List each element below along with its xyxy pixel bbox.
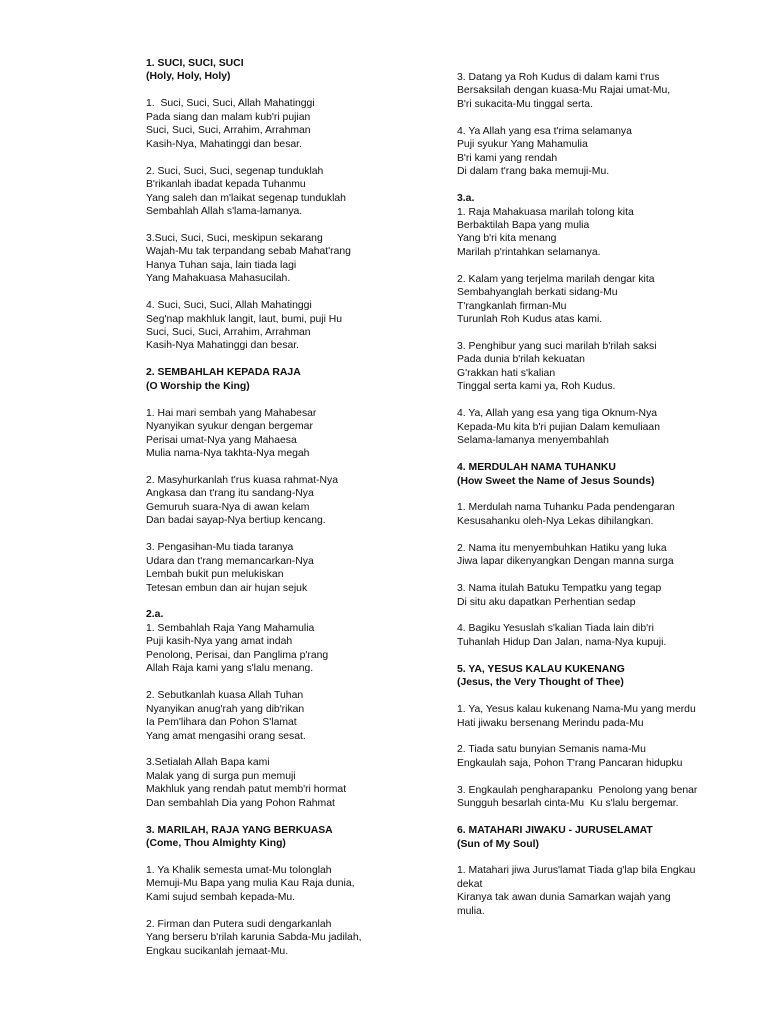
section-heading: (Jesus, the Very Thought of Thee) <box>457 677 624 689</box>
lyric-line: Jiwa lapar dikenyangkan Dengan manna surga <box>457 556 674 568</box>
lyric-line: Yang amat mengasihi orang sesat. <box>146 730 306 742</box>
lyric-line: 1. Ya Khalik semesta umat-Mu tolonglah <box>146 864 332 876</box>
stanza-gap <box>457 394 727 407</box>
lyric-line: Hati jiwaku bersenang Merindu pada-Mu <box>457 717 644 729</box>
lyric-line: Dan sembahlah Dia yang Pohon Rahmat <box>146 797 335 809</box>
stanza-gap <box>146 353 436 366</box>
lyric-line: mulia. <box>457 905 485 917</box>
section-heading: 5. YA, YESUS KALAU KUKENANG <box>457 663 625 675</box>
lyric-line: 3. Datang ya Roh Kudus di dalam kami t'rus <box>457 72 660 83</box>
lyric-line: T'rangkanlah firman-Mu <box>457 300 567 312</box>
stanza-gap <box>457 770 727 783</box>
section-heading: 1. SUCI, SUCI, SUCI <box>146 58 244 69</box>
stanza-gap <box>457 569 727 582</box>
lyric-line: 1. Raja Mahakuasa marilah tolong kita <box>457 206 634 218</box>
right-column <box>457 71 727 918</box>
stanza-gap <box>457 690 727 703</box>
stanza-gap <box>457 811 727 824</box>
lyric-line: Wajah-Mu tak terpandang sebab Mahat'rang <box>146 246 351 258</box>
lyric-line: Perisai umat-Nya yang Mahaesa <box>146 434 297 446</box>
stanza-gap <box>146 851 436 864</box>
stanza-gap <box>146 904 436 917</box>
lyric-line: Kepada-Mu kita b'ri pujian Dalam kemuliaan <box>457 421 660 433</box>
lyric-line: 4. Bagiku Yesuslah s'kalian Tiada lain dib'ri <box>457 623 654 635</box>
lyric-line: Nyanyikan anug'rah yang dib'rikan <box>146 703 305 715</box>
stanza-gap <box>457 488 727 501</box>
lyric-line: Kasih-Nya, Mahatinggi dan besar. <box>146 138 302 150</box>
lyric-line: 3. Pengasihan-Mu tiada taranya <box>146 542 294 554</box>
lyric-line: Bersaksilah dengan kuasa-Mu Rajai umat-Mu, <box>457 85 671 97</box>
lyric-line: Tetesan embun dan air hujan sejuk <box>146 582 308 594</box>
lyric-line: Yang saleh dan m'laikat segenap tunduklah <box>146 192 346 204</box>
lyric-line: B'ri sukacita-Mu tinggal serta. <box>457 98 593 110</box>
lyric-line: Engkaulah saja, Pohon T'rang Pancaran hidupku <box>457 757 683 769</box>
stanza-gap <box>146 286 436 299</box>
lyric-line: B'ri kami yang rendah <box>457 152 558 164</box>
lyric-line: Memuji-Mu Bapa yang mulia Kau Raja dunia, <box>146 878 355 890</box>
stanza-gap <box>146 151 436 164</box>
lyric-line: 1. Suci, Suci, Suci, Allah Mahatinggi <box>146 98 315 110</box>
lyric-line: Yang berseru b'rilah karunia Sabda-Mu jadilah, <box>146 932 362 944</box>
section-heading: 4. MERDULAH NAMA TUHANKU <box>457 462 616 474</box>
lyric-line: Suci, Suci, Suci, Arrahim, Arrahman <box>146 327 311 338</box>
lyric-line: Penolong, Perisai, dan Panglima p'rang <box>146 649 329 661</box>
lyric-line: Selama-lamanya menyembahlah <box>457 435 609 447</box>
stanza-gap <box>146 743 436 756</box>
lyric-line: Engkau sucikanlah jemaat-Mu. <box>146 945 289 957</box>
lyric-line: Pada siang dan malam kub'ri pujian <box>146 111 311 123</box>
stanza-gap <box>146 528 436 541</box>
stanza-gap <box>146 218 436 231</box>
lyric-line: Ia Pem'lihara dan Pohon S'lamat <box>146 717 297 729</box>
lyric-line: Marilah p'rintahkan selamanya. <box>457 246 601 258</box>
stanza-gap <box>146 84 436 97</box>
lyric-line: Dan badai sayap-Nya bertiup kencang. <box>146 515 326 527</box>
stanza-gap <box>146 595 436 608</box>
lyric-line: 1. Hai mari sembah yang Mahabesar <box>146 407 317 419</box>
lyric-line: Seg'nap makhluk langit, laut, bumi, puji Hu <box>146 313 343 325</box>
left-column <box>146 57 436 958</box>
stanza-gap <box>457 609 727 622</box>
lyric-line: G'rakkan hati s'kalian <box>457 367 556 379</box>
section-heading: (Come, Thou Almighty King) <box>146 838 286 850</box>
stanza-gap <box>457 730 727 743</box>
section-heading: (Sun of My Soul) <box>457 838 539 850</box>
lyric-line: dekat <box>457 878 483 890</box>
lyric-line: 2. Masyhurkanlah t'rus kuasa rahmat-Nya <box>146 474 338 486</box>
stanza-gap <box>457 528 727 541</box>
lyric-line: 3. Penghibur yang suci marilah b'rilah saksi <box>457 341 657 352</box>
lyric-line: Gemuruh suara-Nya di awan kelam <box>146 501 310 513</box>
lyric-line: Yang b'ri kita menang <box>457 233 557 245</box>
lyric-line: Angkasa dan t'rang itu sandang-Nya <box>146 488 314 500</box>
lyric-line: Pada dunia b'rilah kekuatan <box>457 354 585 366</box>
lyric-line: Kesusahanku oleh-Nya Lekas dihilangkan. <box>457 515 654 527</box>
section-heading: 2. SEMBAHLAH KEPADA RAJA <box>146 367 301 379</box>
lyric-line: 2. Firman dan Putera sudi dengarkanlah <box>146 918 332 930</box>
lyric-line: Puji syukur Yang Mahamulia <box>457 139 588 151</box>
lyric-line: Allah Raja kami yang s'lalu menang. <box>146 663 314 675</box>
lyric-line: 1. Merdulah nama Tuhanku Pada pendengaran <box>457 502 675 514</box>
lyric-line: 1. Sembahlah Raja Yang Mahamulia <box>146 622 315 634</box>
lyric-line: Sungguh besarlah cinta-Mu Ku s'lalu bergemar. <box>457 798 679 810</box>
stanza-gap <box>457 851 727 864</box>
lyric-line: 4. Suci, Suci, Suci, Allah Mahatinggi <box>146 300 312 312</box>
section-heading: 3. MARILAH, RAJA YANG BERKUASA <box>146 824 333 836</box>
lyric-line: Tinggal serta kami ya, Roh Kudus. <box>457 381 616 393</box>
lyric-line: 2. Kalam yang terjelma marilah dengar kita <box>457 273 655 285</box>
stanza-gap <box>146 810 436 823</box>
lyric-line: Malak yang di surga pun memuji <box>146 770 296 782</box>
lyric-line: 1. Matahari jiwa Jurus'lamat Tiada g'lap bila Engkau <box>457 865 696 877</box>
lyric-line: Kiranya tak awan dunia Samarkan wajah yang <box>457 892 671 904</box>
section-heading: (How Sweet the Name of Jesus Sounds) <box>457 475 655 487</box>
stanza-gap <box>457 448 727 461</box>
lyric-line: 2. Suci, Suci, Suci, segenap tunduklah <box>146 165 324 177</box>
lyric-line: Mulia nama-Nya takhta-Nya megah <box>146 448 310 460</box>
lyric-line: 2. Tiada satu bunyian Semanis nama-Mu <box>457 744 646 756</box>
lyric-line: 2. Nama itu menyembuhkan Hatiku yang luka <box>457 542 667 554</box>
lyric-line: Sembahlah Allah s'lama-lamanya. <box>146 205 303 217</box>
stanza-gap <box>457 179 727 192</box>
lyric-line: 3.Suci, Suci, Suci, meskipun sekarang <box>146 232 323 244</box>
lyric-line: Kasih-Nya Mahatinggi dan besar. <box>146 340 300 352</box>
stanza-gap <box>146 393 436 406</box>
lyric-line: 3.Setialah Allah Bapa kami <box>146 757 270 769</box>
lyric-line: Puji kasih-Nya yang amat indah <box>146 636 293 648</box>
lyric-line: 3. Engkaulah pengharapanku Penolong yang benar <box>457 784 698 796</box>
section-heading: 2.a. <box>146 609 164 621</box>
lyric-line: Kami sujud sembah kepada-Mu. <box>146 891 296 903</box>
lyric-line: 3. Nama itulah Batuku Tempatku yang tegap <box>457 583 662 595</box>
section-heading: (Holy, Holy, Holy) <box>146 71 231 83</box>
lyric-line: Yang Mahakuasa Mahasucilah. <box>146 273 291 285</box>
lyric-line: Lembah bukit pun melukiskan <box>146 569 284 581</box>
lyric-line: Nyanyikan syukur dengan bergemar <box>146 421 313 433</box>
lyric-line: 1. Ya, Yesus kalau kukenang Nama-Mu yang merdu <box>457 704 696 716</box>
section-heading: (O Worship the King) <box>146 380 250 392</box>
lyric-line: Hanya Tuhan saja, lain tiada lagi <box>146 259 297 271</box>
stanza-gap <box>146 676 436 689</box>
lyric-line: Di dalam t'rang baka memuji-Mu. <box>457 166 610 178</box>
lyric-line: Udara dan t'rang memancarkan-Nya <box>146 555 314 567</box>
lyric-line: Berbaktilah Bapa yang mulia <box>457 219 590 231</box>
lyric-line: 2. Sebutkanlah kuasa Allah Tuhan <box>146 690 304 702</box>
section-heading: 6. MATAHARI JIWAKU - JURUSELAMAT <box>457 825 653 837</box>
stanza-gap <box>457 111 727 124</box>
lyric-line: Suci, Suci, Suci, Arrahim, Arrahman <box>146 125 311 137</box>
stanza-gap <box>457 327 727 340</box>
lyric-line: Makhluk yang rendah patut memb'ri hormat <box>146 784 347 796</box>
lyric-line: Turunlah Roh Kudus atas kami. <box>457 314 603 326</box>
lyric-line: Di situ aku dapatkan Perhentian sedap <box>457 596 636 608</box>
stanza-gap <box>457 259 727 272</box>
lyric-line: Tuhanlah Hidup Dan Jalan, nama-Nya kupuji. <box>457 636 667 648</box>
stanza-gap <box>146 461 436 474</box>
lyric-line: Sembahyanglah berkati sidang-Mu <box>457 287 618 299</box>
stanza-gap <box>457 649 727 662</box>
lyric-line: B'rikanlah ibadat kepada Tuhanmu <box>146 179 306 191</box>
section-heading: 3.a. <box>457 193 475 205</box>
lyric-line: 4. Ya Allah yang esa t'rima selamanya <box>457 125 632 137</box>
lyric-line: 4. Ya, Allah yang esa yang tiga Oknum-Nya <box>457 408 658 420</box>
